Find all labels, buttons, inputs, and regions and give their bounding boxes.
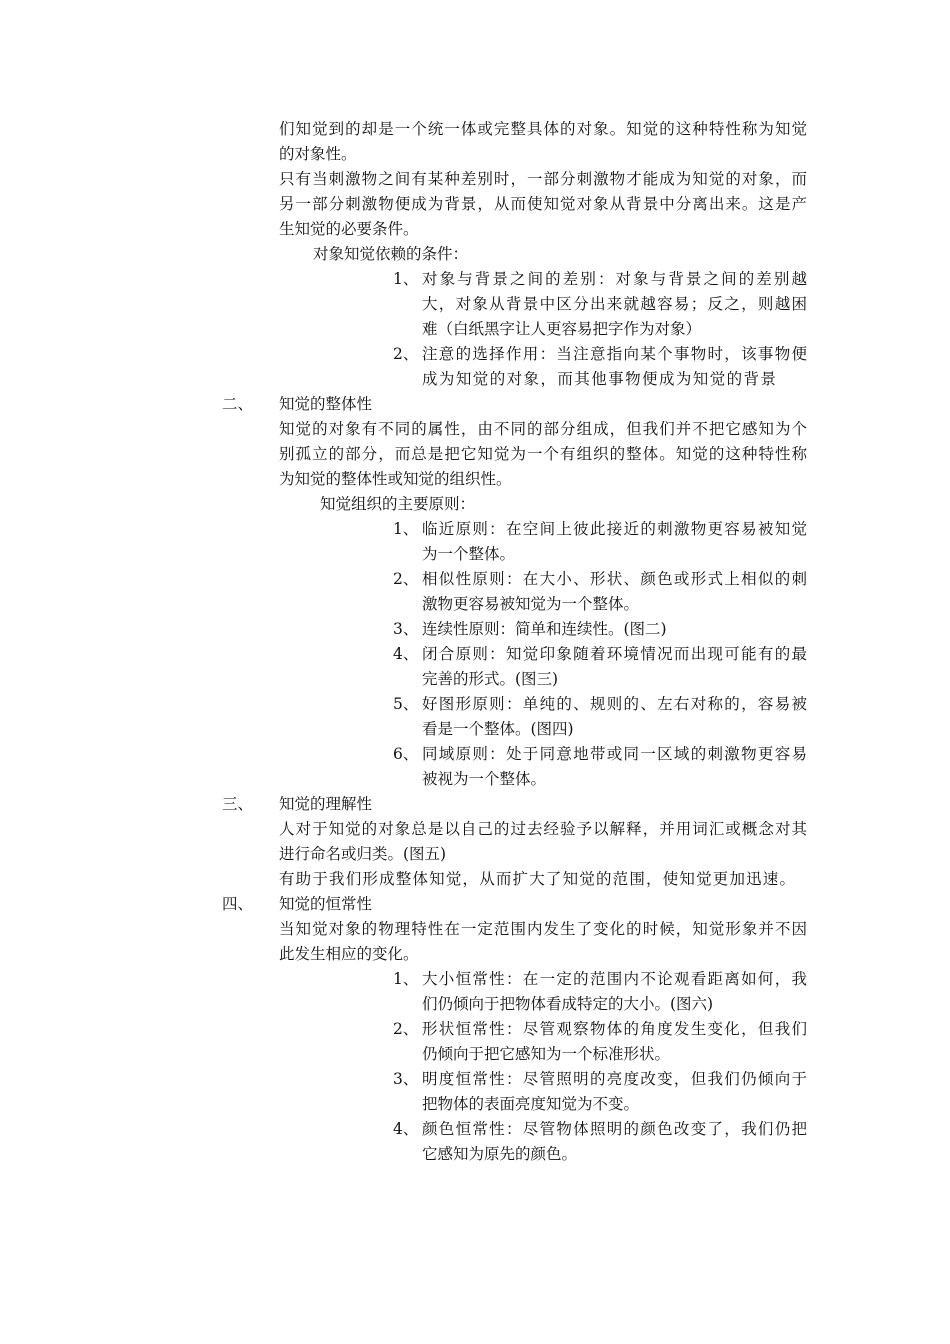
section-number: 四、 <box>222 895 254 913</box>
text-line: 把物体的表面亮度知觉为不变。 <box>422 1095 640 1113</box>
text-line: 明度恒常性：尽管照明的亮度改变，但我们仍倾向于 <box>422 1070 807 1088</box>
text-line: 别孤立的部分，而总是把它知觉为一个有组织的整体。知觉的这种特性称 <box>279 445 807 463</box>
text-line: 形状恒常性：尽管观察物体的角度发生变化，但我们 <box>422 1020 807 1038</box>
text-line: 为一个整体。 <box>422 545 516 563</box>
text-line: 知觉的对象有不同的属性，由不同的部分组成，但我们并不把它感知为个 <box>279 420 807 438</box>
text-line: 颜色恒常性：尽管物体照明的颜色改变了，我们仍把 <box>422 1120 807 1138</box>
text-line: 另一部分刺激物便成为背景，从而使知觉对象从背景中分离出来。这是产 <box>279 195 807 213</box>
text-line: 被视为一个整体。 <box>422 770 547 788</box>
text-line: 好图形原则：单纯的、规则的、左右对称的，容易被 <box>422 695 807 713</box>
text-line: 们仍倾向于把物体看成特定的大小。(图六) <box>422 995 714 1013</box>
section-number: 三、 <box>222 795 254 813</box>
text-line: 的对象性。 <box>279 145 357 163</box>
text-line: 此发生相应的变化。 <box>279 945 419 963</box>
item-number: 6、 <box>393 745 419 763</box>
section-title: 知觉的理解性 <box>279 795 373 813</box>
item-number: 2、 <box>393 570 419 588</box>
text-line: 只有当刺激物之间有某种差别时，一部分刺激物才能成为知觉的对象，而 <box>279 170 807 188</box>
text-line: 临近原则：在空间上彼此接近的刺激物更容易被知觉 <box>422 520 807 538</box>
text-line: 连续性原则：简单和连续性。(图二) <box>422 620 667 638</box>
item-number: 5、 <box>393 695 419 713</box>
text-line: 激物更容易被知觉为一个整体。 <box>422 595 640 613</box>
text-line: 人对于知觉的对象总是以自己的过去经验予以解释，并用词汇或概念对其 <box>279 820 807 838</box>
text-line: 进行命名或归类。(图五) <box>279 845 447 863</box>
subheading: 知觉组织的主要原则： <box>320 495 476 513</box>
text-line: 难（白纸黑字让人更容易把字作为对象） <box>422 320 702 338</box>
section-number: 二、 <box>222 395 254 413</box>
text-line: 闭合原则：知觉印象随着环境情况而出现可能有的最 <box>422 645 807 663</box>
text-line: 同域原则：处于同意地带或同一区域的刺激物更容易 <box>422 745 807 763</box>
item-number: 1、 <box>393 270 419 288</box>
item-number: 2、 <box>393 345 419 363</box>
section-title: 知觉的恒常性 <box>279 895 373 913</box>
text-line: 对象与背景之间的差别：对象与背景之间的差别越 <box>422 270 807 288</box>
item-number: 1、 <box>393 520 419 538</box>
text-line: 看是一个整体。(图四) <box>422 720 574 738</box>
item-number: 4、 <box>393 645 419 663</box>
subheading: 对象知觉依赖的条件： <box>313 245 469 263</box>
text-line: 有助于我们形成整体知觉，从而扩大了知觉的范围，使知觉更加迅速。 <box>279 870 795 888</box>
text-line: 大，对象从背景中区分出来就越容易；反之，则越困 <box>422 295 807 313</box>
item-number: 1、 <box>393 970 419 988</box>
item-number: 4、 <box>393 1120 419 1138</box>
text-line: 注意的选择作用：当注意指向某个事物时，该事物便 <box>422 345 807 363</box>
item-number: 2、 <box>393 1020 419 1038</box>
text-line: 们知觉到的却是一个统一体或完整具体的对象。知觉的这种特性称为知觉 <box>279 120 807 138</box>
text-line: 仍倾向于把它感知为一个标准形状。 <box>422 1045 671 1063</box>
item-number: 3、 <box>393 1070 419 1088</box>
section-title: 知觉的整体性 <box>279 395 373 413</box>
text-line: 当知觉对象的物理特性在一定范围内发生了变化的时候，知觉形象并不因 <box>279 920 807 938</box>
text-line: 大小恒常性：在一定的范围内不论观看距离如何，我 <box>422 970 807 988</box>
text-line: 它感知为原先的颜色。 <box>422 1145 578 1163</box>
text-line: 完善的形式。(图三) <box>422 670 559 688</box>
item-number: 3、 <box>393 620 419 638</box>
text-line: 为知觉的整体性或知觉的组织性。 <box>279 470 512 488</box>
text-line: 相似性原则：在大小、形状、颜色或形式上相似的刺 <box>422 570 807 588</box>
text-line: 成为知觉的对象，而其他事物便成为知觉的背景 <box>422 370 776 388</box>
text-line: 生知觉的必要条件。 <box>279 220 419 238</box>
